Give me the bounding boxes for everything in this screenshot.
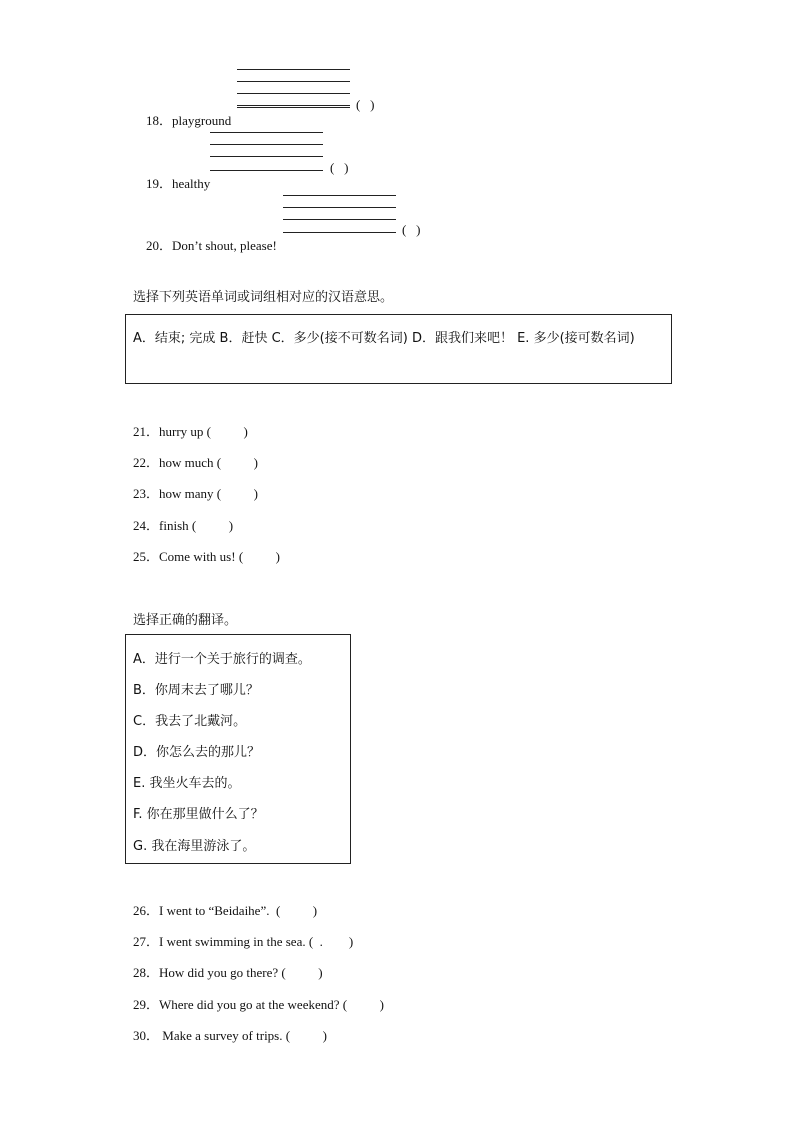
question-number: 22．: [133, 455, 160, 470]
question-30: [133, 1028, 327, 1044]
question-number: 29．: [133, 997, 160, 1012]
question-number: 27．: [133, 934, 160, 949]
answer-paren-19[interactable]: ( ): [330, 160, 349, 175]
section1-options-text: A．结束; 完成 B．赶快 C．多少(接不可数名词) D．跟我们来吧！ E. 多少(接可数名词): [133, 331, 635, 346]
question-number: 18．: [146, 113, 173, 128]
option-c: C．我去了北戴河。: [133, 714, 247, 729]
section2-instruction: 选择正确的翻译。: [133, 613, 238, 628]
question-23: [133, 486, 258, 502]
question-text: How did you go there? ( ): [159, 965, 323, 980]
question-word: Don’t shout, please!: [172, 238, 277, 253]
question-number: 24．: [133, 518, 160, 533]
question-number: 23．: [133, 486, 160, 501]
question-text: finish ( ): [159, 518, 234, 533]
question-number: 28．: [133, 965, 160, 980]
question-number: 25．: [133, 549, 160, 564]
question-28: [133, 965, 323, 981]
section2-options-box: [125, 634, 351, 864]
question-number: 26．: [133, 903, 160, 918]
section1-instruction: 选择下列英语单词或词组相对应的汉语意思。: [133, 290, 394, 305]
question-text: hurry up ( ): [159, 424, 248, 439]
question-19: [133, 160, 210, 208]
option-a: A．进行一个关于旅行的调查。: [133, 652, 311, 667]
option-f: F. 你在那里做什么了？: [133, 807, 264, 822]
question-18: [133, 97, 231, 145]
question-text: how much ( ): [159, 455, 258, 470]
question-word: playground: [172, 113, 232, 128]
answer-paren-20[interactable]: ( ): [402, 222, 421, 237]
answer-paren-18[interactable]: ( ): [356, 97, 375, 112]
option-b: B．你周末去了哪儿？: [133, 683, 259, 698]
question-24: [133, 518, 233, 534]
question-20: [133, 222, 277, 270]
question-number: 30．: [133, 1028, 160, 1043]
question-number: 20．: [146, 238, 173, 253]
question-26: [133, 903, 317, 919]
section1-options-box: [125, 314, 672, 384]
question-29: [133, 997, 384, 1013]
question-25: [133, 549, 280, 565]
question-text: how many ( ): [159, 486, 258, 501]
option-d: D．你怎么去的那儿？: [133, 745, 261, 760]
question-21: [133, 424, 248, 440]
question-word: healthy: [172, 176, 211, 191]
option-e: E. 我坐火车去的。: [133, 776, 241, 791]
question-27: [133, 934, 353, 950]
question-text: I went to “Beidaihe”. ( ): [159, 903, 318, 918]
question-text: Make a survey of trips. ( ): [159, 1028, 327, 1043]
question-text: I went swimming in the sea. ( . ): [159, 934, 354, 949]
question-number: 19．: [146, 176, 173, 191]
question-text: Where did you go at the weekend? ( ): [159, 997, 384, 1012]
question-text: Come with us! ( ): [159, 549, 280, 564]
question-22: [133, 455, 258, 471]
question-number: 21．: [133, 424, 160, 439]
option-g: G. 我在海里游泳了。: [133, 839, 256, 854]
